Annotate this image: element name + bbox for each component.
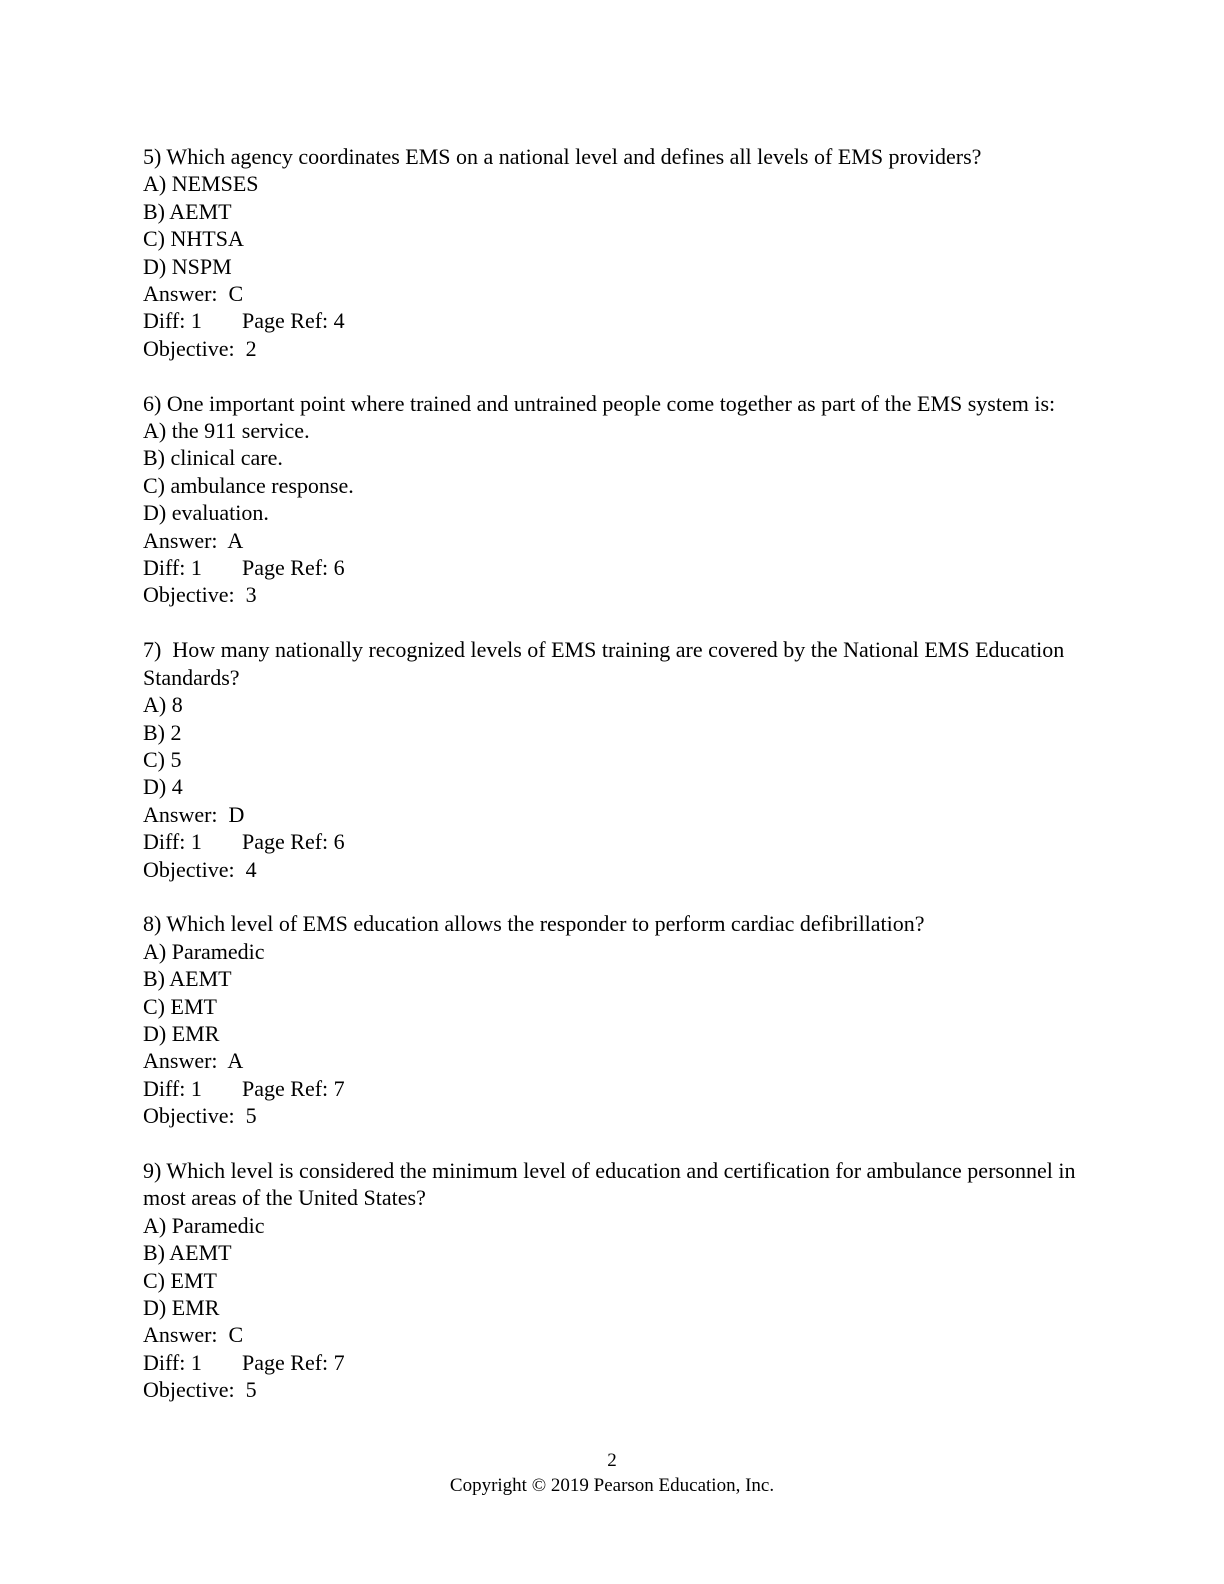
option-b: B) AEMT	[143, 966, 232, 992]
option-b: B) 2	[143, 719, 182, 745]
answer: Answer: C	[143, 1322, 244, 1348]
page-number: 2	[607, 1450, 617, 1471]
difficulty-line	[143, 554, 1083, 581]
question-stem: 5) Which agency coordinates EMS on a national level and defines all levels of EMS providers?	[143, 144, 982, 169]
difficulty: Diff: 1	[143, 555, 202, 581]
option-d: D) 4	[143, 774, 183, 800]
option-d: D) NSPM	[143, 253, 232, 279]
question-9	[143, 1157, 1083, 1404]
option-c: C) 5	[143, 746, 182, 772]
option-a: A) the 911 service.	[143, 418, 310, 444]
page-ref: Page Ref: 7	[242, 1349, 345, 1375]
question-8	[143, 910, 1083, 1129]
question-stem: 7) How many nationally recognized levels of EMS training are covered by the National EMS Education Standards?	[143, 637, 1070, 690]
question-list	[143, 143, 1083, 1431]
question-7	[143, 636, 1083, 883]
option-c: C) EMT	[143, 1267, 217, 1293]
objective: Objective: 5	[143, 1377, 257, 1403]
option-d: D) EMR	[143, 1295, 220, 1320]
page-ref: Page Ref: 4	[242, 308, 345, 334]
page-ref: Page Ref: 6	[242, 829, 345, 855]
question-stem: 6) One important point where trained and untrained people come together as part of the EMS system is:	[143, 390, 1056, 416]
objective: Objective: 2	[143, 335, 257, 361]
difficulty-line	[143, 1349, 1083, 1376]
question-5	[143, 143, 1083, 362]
option-b: B) AEMT	[143, 198, 232, 224]
answer: Answer: A	[143, 527, 244, 553]
option-c: C) EMT	[143, 993, 217, 1019]
question-stem: 8) Which level of EMS education allows the responder to perform cardiac defibrillation?	[143, 911, 925, 937]
option-c: C) NHTSA	[143, 226, 244, 252]
option-c: C) ambulance response.	[143, 472, 354, 498]
answer: Answer: D	[143, 801, 245, 827]
difficulty: Diff: 1	[143, 1349, 202, 1375]
answer: Answer: A	[143, 1048, 244, 1074]
option-d: D) EMR	[143, 1020, 220, 1046]
objective: Objective: 5	[143, 1103, 257, 1129]
answer: Answer: C	[143, 281, 244, 307]
difficulty: Diff: 1	[143, 1075, 202, 1101]
option-a: A) Paramedic	[143, 1212, 265, 1238]
difficulty: Diff: 1	[143, 829, 202, 855]
question-6	[143, 390, 1083, 609]
objective: Objective: 3	[143, 582, 257, 608]
option-a: A) Paramedic	[143, 938, 265, 964]
difficulty-line	[143, 828, 1083, 855]
page-ref: Page Ref: 7	[242, 1075, 345, 1101]
option-a: A) NEMSES	[143, 171, 259, 197]
difficulty-line	[143, 1075, 1083, 1102]
option-a: A) 8	[143, 692, 183, 718]
question-stem: 9) Which level is considered the minimum level of education and certification for ambulance personnel in most areas of the United States?	[143, 1157, 1081, 1211]
page-ref: Page Ref: 6	[242, 555, 345, 581]
copyright-notice: Copyright © 2019 Pearson Education, Inc.	[449, 1475, 775, 1496]
objective: Objective: 4	[143, 856, 257, 882]
option-b: B) AEMT	[143, 1240, 232, 1266]
option-b: B) clinical care.	[143, 445, 283, 471]
option-d: D) evaluation.	[143, 500, 269, 526]
difficulty: Diff: 1	[143, 308, 202, 334]
difficulty-line	[143, 307, 1083, 334]
